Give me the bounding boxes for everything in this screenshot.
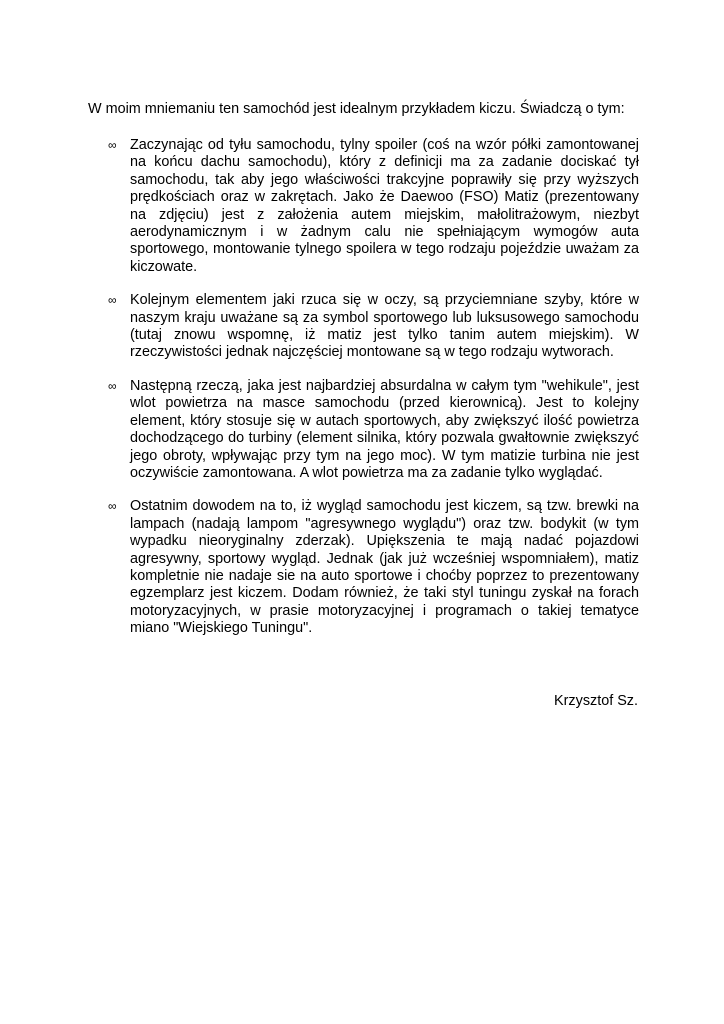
infinity-bullet-icon: ∞: [108, 499, 117, 514]
list-item: [108, 498, 639, 637]
infinity-bullet-icon: ∞: [108, 138, 117, 152]
list-item-text: Zaczynając od tyłu samochodu, tylny spoiler (coś na wzór półki zamontowanej na końcu dachu samochodu), który z definicji ma za zadanie dociskać tył samochodu, tak aby jego właściwości trakcyjne poprawiły się przy wyższych prędkościach oraz w zakrętach. Jako że Daewoo (FSO) Matiz (prezentowany na zdjęciu) jest z założenia autem miejskim, małolitrażowym, niezbyt aerodynamicznym i w żadnym calu nie spełniającym wymogów auta sportowego, montowanie tylnego spoilera w tego rodzaju pojeździe uważam za kiczowate.: [130, 137, 639, 275]
list-item-text: Ostatnim dowodem na to, iż wygląd samochodu jest kiczem, są tzw. brewki na lampach (nadają lampom "agresywnego wyglądu") oraz tzw. bodykit (w tym wypadku nieoryginalny zderzak). Upiększenia te mają nadać pojazdowi agresywny, sportowy wygląd. Jednak (jak już wcześniej wspomniałem), matiz kompletnie nie nadaje sie na auto sportowe i choćby poprzez to prezentowany egzemplarz jest kiczem. Dodam również, że taki styl tuningu zyskał na forach motoryzacyjnych, w prasie motoryzacyjnej i programach o takiej tematyce miano "Wiejskiego Tuningu".: [130, 498, 639, 637]
infinity-bullet-icon: ∞: [108, 378, 117, 393]
argument-list: [108, 137, 639, 654]
list-item: [108, 378, 639, 482]
list-item: [108, 292, 639, 362]
author-signature: Krzysztof Sz.: [554, 693, 638, 709]
list-item-text: Kolejnym elementem jaki rzuca się w oczy, są przyciemniane szyby, które w naszym kraju uważane są za symbol sportowego lub luksusowego samochodu (tutaj znowu wspomnę, iż matiz jest tylko tanim autem miejskim). W rzeczywistości jednak najczęściej montowane są w tego rodzaju wytworach.: [130, 292, 639, 361]
list-item: [108, 137, 639, 276]
intro-paragraph: W moim mniemaniu ten samochód jest idealnym przykładem kiczu. Świadczą o tym:: [88, 101, 625, 117]
infinity-bullet-icon: ∞: [108, 293, 117, 308]
list-item-text: Następną rzeczą, jaka jest najbardziej absurdalna w całym tym "wehikule", jest wlot powietrza na masce samochodu (przed kierownicą). Jest to kolejny element, który stosuje się w autach sportowych, aby zwiększyć ilość powietrza dochodzącego do turbiny (element silnika, który pozwala gwałtownie zwiększyć jego obroty, wpływając przy tym na jego moc). W tym matizie turbina nie jest oczywiście zamontowana. A wlot powietrza ma za zadanie tylko wyglądać.: [130, 377, 639, 481]
